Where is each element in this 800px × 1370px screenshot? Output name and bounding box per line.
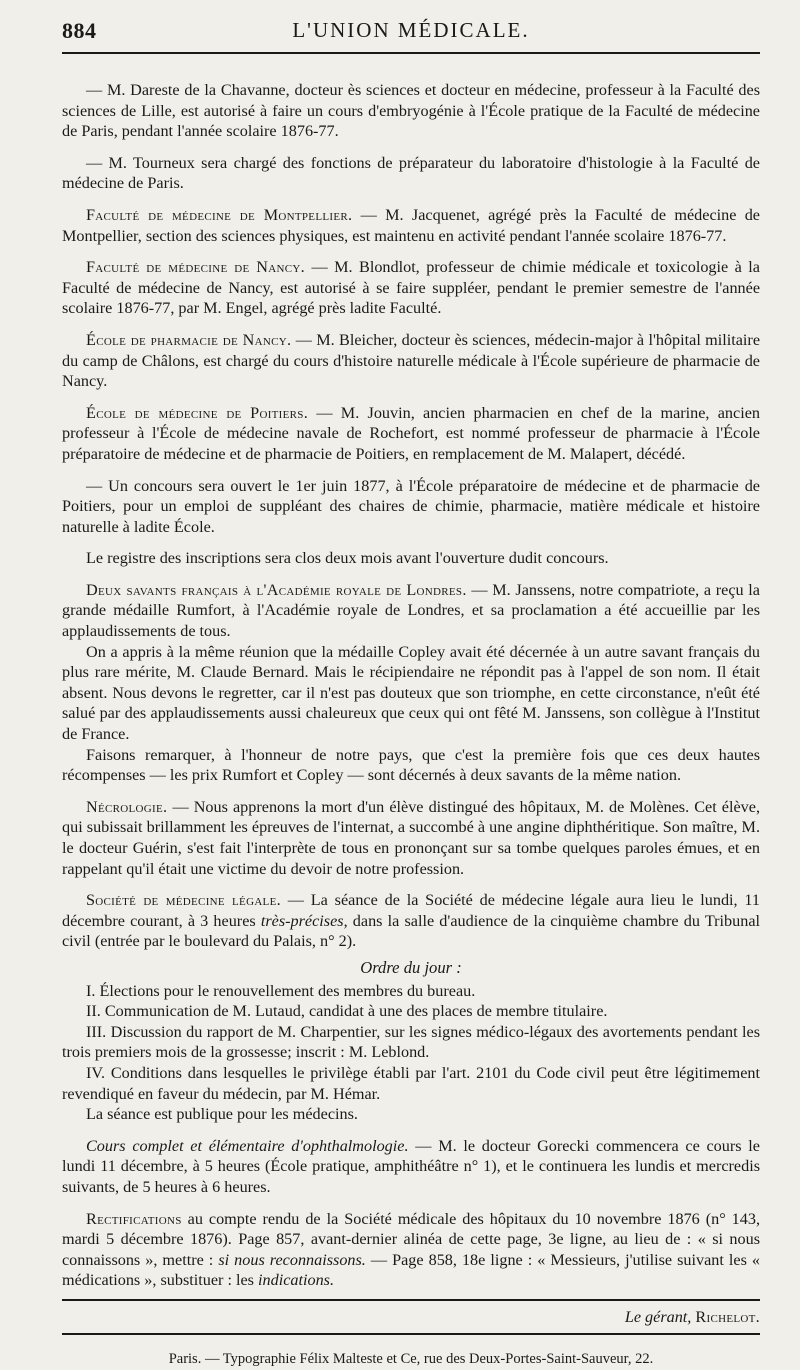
section-text: — M. le docteur Gorecki commencera ce cours le lundi 11 décembre, à 5 heures (École pratique, amphithéâtre n° 1), et le continuera les lundis et mercredis suivants, de 5 heures à 6 heures. xyxy=(62,1136,760,1196)
section-montpellier xyxy=(62,205,760,246)
paragraph-copley: On a appris à la même réunion que la médaille Copley avait été décernée à un autre savant français du plus rare mérite, M. Claude Bernard. Mais le récipiendaire ne répondit pas à l'appel de son nom. Il était absent. Nous devons le regretter, car il n'est pas douteux que son triomphe, en cette circonstance, n'eût été salué par des applaudissements aussi chaleureux que ceux qui ont fêté M. Janssens, son collègue à l'Institut de France. xyxy=(62,642,760,744)
section-text: — M. Blondlot, professeur de chimie médicale et toxicologie à la Faculté de médecine de Nancy, est autorisé à se faire suppléer, pendant le premier semestre de l'année scolaire 1876-77, par M. Engel, agrégé près ladite Faculté. xyxy=(62,258,760,318)
paragraph-concours: — Un concours sera ouvert le 1er juin 1877, à l'École préparatoire de médecine et de pharmacie de Poitiers, pour un emploi de suppléant des chaires de chimie, pharmacie, matière médicale et histoire naturelle à ladite École. xyxy=(62,476,760,536)
printer-footer: Paris. — Typographie Félix Malteste et Ce, rue des Deux-Portes-Saint-Sauveur, 22. xyxy=(168,1351,654,1368)
section-savants xyxy=(62,580,760,642)
section-heading: Deux savants français à l'Académie royale de Londres. xyxy=(86,580,467,599)
section-cours xyxy=(62,1136,760,1198)
signature xyxy=(62,1299,760,1328)
section-text: — Nous apprenons la mort d'un élève distingué des hôpitaux, M. de Molènes. Cet élève, qui subissait brillamment les épreuves de l'internat, a succombé à une angine diphthéritique. Son maître, M. le docteur Guérin, s'est fait l'interprète de tous en prononçant sur sa tombe quelques paroles émues, et en rappelant qu'il était une victime du devoir de notre profession. xyxy=(62,797,760,878)
page-header xyxy=(62,18,760,54)
paragraph-dareste: — M. Dareste de la Chavanne, docteur ès sciences et docteur en médecine, professeur à la Faculté des sciences de Lille, est autorisé à faire un cours d'embryogénie à l'École pratique de la Faculté de médecine de Paris, pendant l'année scolaire 1876-77. xyxy=(62,81,760,141)
section-text: au compte rendu de la Société médicale des hôpitaux du 10 novembre 1876 (n° 143, mardi 5 décembre 1876). Page 857, avant-dernier alinéa de cette page, 3e ligne, au lieu de : « si nous connaissons », mettre : xyxy=(62,1209,760,1269)
paragraph-registre: Le registre des inscriptions sera clos deux mois avant l'ouverture dudit concours. xyxy=(86,549,609,568)
signature-name: Richelot. xyxy=(695,1307,760,1326)
order-item: I. Élections pour le renouvellement des membres du bureau. xyxy=(86,981,476,1000)
section-text: — M. Janssens, notre compatriote, a reçu la grande médaille Rumfort, à l'Académie royale de Londres, et sa proclamation a été accueillie par les applaudissements de tous. xyxy=(62,580,760,641)
paragraph-seance-publique: La séance est publique pour les médecins. xyxy=(86,1105,358,1124)
article-body xyxy=(62,80,760,1370)
paragraph-remarque: Faisons remarquer, à l'honneur de notre pays, que c'est la première fois que ces deux hautes récompenses — les prix Rumfort et Copley — sont décernés à deux savants de la même nation. xyxy=(62,745,760,785)
section-societe xyxy=(62,890,760,952)
section-nancy-medecine xyxy=(62,257,760,319)
section-text-italic: très-précises xyxy=(260,911,344,930)
order-item: III. Discussion du rapport de M. Charpentier, sur les signes médico-légaux des avortements pendant les trois premiers mois de la grossesse; inscrit : M. Leblond. xyxy=(62,1022,760,1062)
section-heading: Société de médecine légale. xyxy=(86,891,281,910)
section-text: , dans la salle d'audience de la cinquième chambre du Tribunal civil (entrée par le boulevard du Palais, n° 2). xyxy=(62,911,760,951)
journal-title: L'UNION MÉDICALE. xyxy=(292,18,530,42)
section-text: — La séance de la Société de médecine légale aura lieu le lundi, 11 décembre courant, à 3 heures xyxy=(62,891,760,930)
section-text-italic: si nous reconnaissons. xyxy=(218,1250,366,1269)
section-heading: École de médecine de Poitiers. xyxy=(86,403,309,422)
section-heading: Rectifications xyxy=(86,1209,182,1228)
section-rectifications xyxy=(62,1209,760,1291)
divider xyxy=(62,1333,760,1335)
section-text: — Page 858, 18e ligne : « Messieurs, j'utilise suivant les « médications », substituer : les xyxy=(62,1250,761,1290)
section-heading: Faculté de médecine de Montpellier. xyxy=(86,205,353,224)
paragraph-tourneux: — M. Tourneux sera chargé des fonctions de préparateur du laboratoire d'histologie à la Faculté de médecine de Paris. xyxy=(62,153,760,193)
order-item: II. Communication de M. Lutaud, candidat à une des places de membre titulaire. xyxy=(86,1002,608,1021)
section-heading-italic: Cours complet et élémentaire d'ophthalmologie. xyxy=(86,1136,409,1155)
section-text: — M. Jacquenet, agrégé près la Faculté de médecine de Montpellier, section des sciences physiques, est maintenu en activité pendant l'année scolaire 1876-77. xyxy=(62,205,760,245)
order-item: IV. Conditions dans lesquelles le privilège établi par l'art. 2101 du Code civil peut être légitimement revendiqué en faveur du médecin, par M. Hémar. xyxy=(62,1063,760,1103)
page-number: 884 xyxy=(62,18,97,43)
section-necrologie xyxy=(62,797,760,879)
section-poitiers xyxy=(62,403,760,465)
section-text: — M. Bleicher, docteur ès sciences, médecin-major à l'hôpital militaire du camp de Châlons, est chargé du cours d'histoire naturelle médicale à l'École supérieure de pharmacie de Nancy. xyxy=(62,330,761,391)
section-heading: Faculté de médecine de Nancy. xyxy=(86,258,305,277)
section-text: — M. Jouvin, ancien pharmacien en chef de la marine, ancien professeur à l'École de médecine navale de Rochefort, est nommé professeur de pharmacie à l'École préparatoire de médecine et de pharmacie de Poitiers, en remplacement de M. Malapert, décédé. xyxy=(62,403,760,463)
section-nancy-pharmacie xyxy=(62,330,760,392)
section-heading: Nécrologie. xyxy=(86,797,168,816)
section-heading: École de pharmacie de Nancy. xyxy=(86,330,292,349)
section-text-italic: indications. xyxy=(258,1271,335,1290)
signature-label: Le gérant, xyxy=(624,1307,692,1326)
order-of-day-title: Ordre du jour : xyxy=(360,957,462,977)
